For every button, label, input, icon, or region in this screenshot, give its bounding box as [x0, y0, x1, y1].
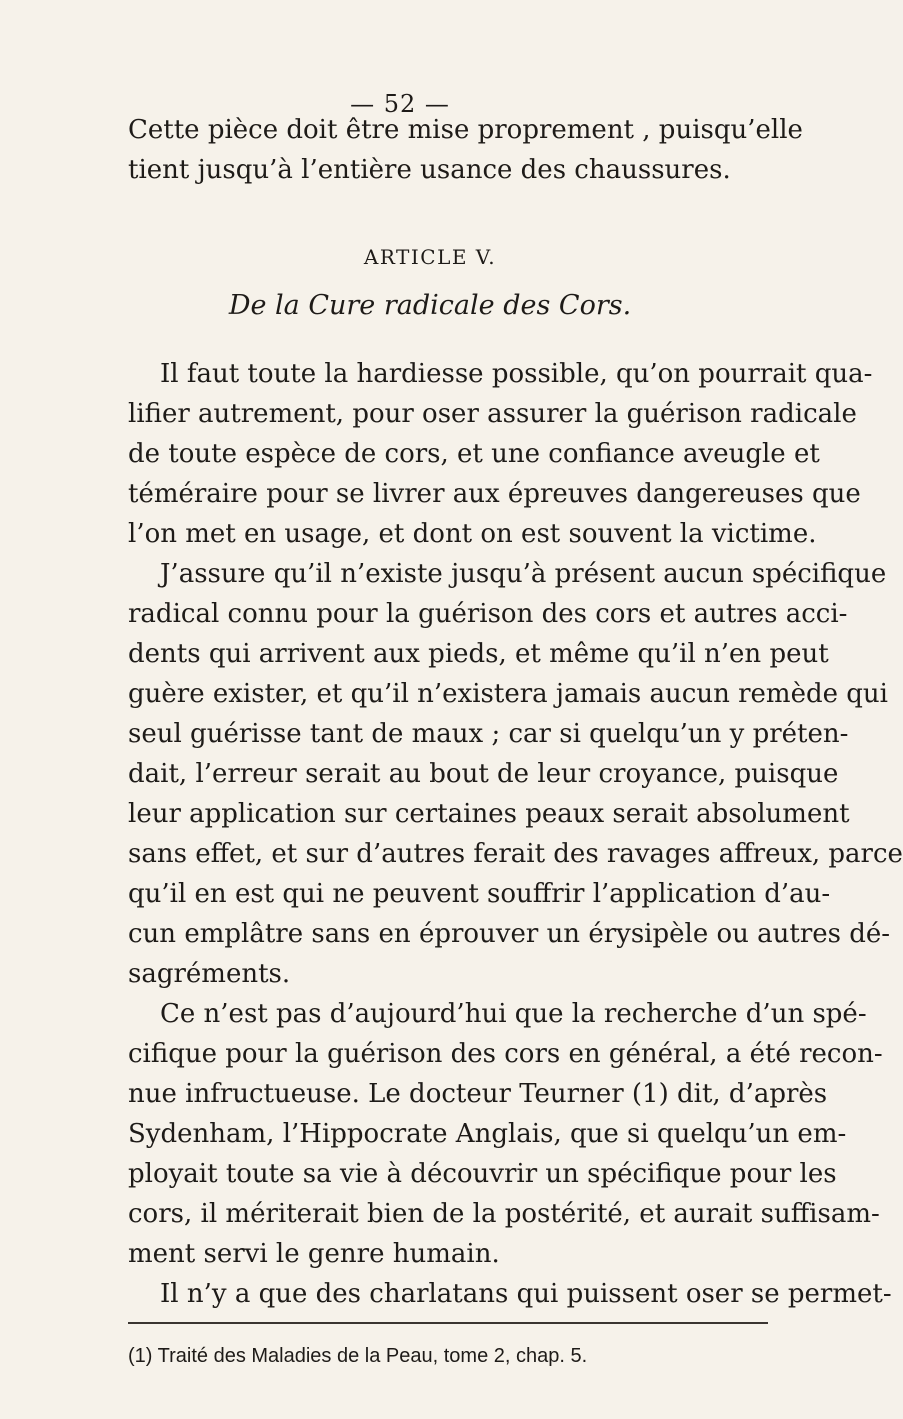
- text-line: cun emplâtre sans en éprouver un érysipèle ou autres dé-: [128, 919, 891, 949]
- text-line: Il n’y a que des charlatans qui puissent oser se permet-: [160, 1279, 892, 1309]
- text-line: téméraire pour se livrer aux épreuves dangereuses que: [128, 479, 861, 509]
- text-line: leur application sur certaines peaux serait absolument: [128, 799, 850, 829]
- text-line: sans effet, et sur d’autres ferait des ravages affreux, parce: [128, 839, 903, 869]
- text-line: dait, l’erreur serait au bout de leur croyance, puisque: [128, 759, 839, 789]
- footnote: (1) Traité des Maladies de la Peau, tome 2, chap. 5.: [128, 1345, 588, 1367]
- section-title: De la Cure radicale des Cors.: [228, 290, 632, 321]
- text-line: cors, il mériterait bien de la postérité, et aurait suffisam-: [128, 1199, 880, 1229]
- text-line: ployait toute sa vie à découvrir un spécifique pour les: [128, 1159, 837, 1189]
- text-line: qu’il en est qui ne peuvent souffrir l’application d’au-: [128, 879, 831, 909]
- text-line: Ce n’est pas d’aujourd’hui que la recherche d’un spé-: [160, 999, 867, 1029]
- text-line: dents qui arrivent aux pieds, et même qu’il n’en peut: [128, 639, 829, 669]
- page-number: — 52 —: [350, 90, 450, 118]
- text-line: guère exister, et qu’il n’existera jamais aucun remède qui: [128, 679, 888, 709]
- text-line: nue infructueuse. Le docteur Teurner (1) dit, d’après: [128, 1079, 828, 1109]
- text-line: de toute espèce de cors, et une confiance aveugle et: [128, 439, 820, 469]
- text-line: lifier autrement, pour oser assurer la guérison radicale: [128, 399, 857, 429]
- text-line: cifique pour la guérison des cors en général, a été recon-: [128, 1039, 883, 1069]
- text-line: seul guérisse tant de maux ; car si quelqu’un y préten-: [128, 719, 849, 749]
- text-line: Cette pièce doit être mise proprement , puisqu’elle: [128, 115, 803, 145]
- footnote-divider: [128, 1322, 768, 1324]
- text-line: J’assure qu’il n’existe jusqu’à présent aucun spécifique: [160, 559, 887, 589]
- text-line: l’on met en usage, et dont on est souvent la victime.: [128, 519, 817, 549]
- text-line: sagréments.: [128, 959, 291, 989]
- text-line: ment servi le genre humain.: [128, 1239, 500, 1269]
- text-line: Il faut toute la hardiesse possible, qu’on pourrait qua-: [160, 359, 873, 389]
- text-line: Sydenham, l’Hippocrate Anglais, que si quelqu’un em-: [128, 1119, 847, 1149]
- text-line: radical connu pour la guérison des cors et autres acci-: [128, 599, 848, 629]
- text-line: tient jusqu’à l’entière usance des chaussures.: [128, 155, 731, 185]
- article-heading: ARTICLE V.: [363, 245, 497, 269]
